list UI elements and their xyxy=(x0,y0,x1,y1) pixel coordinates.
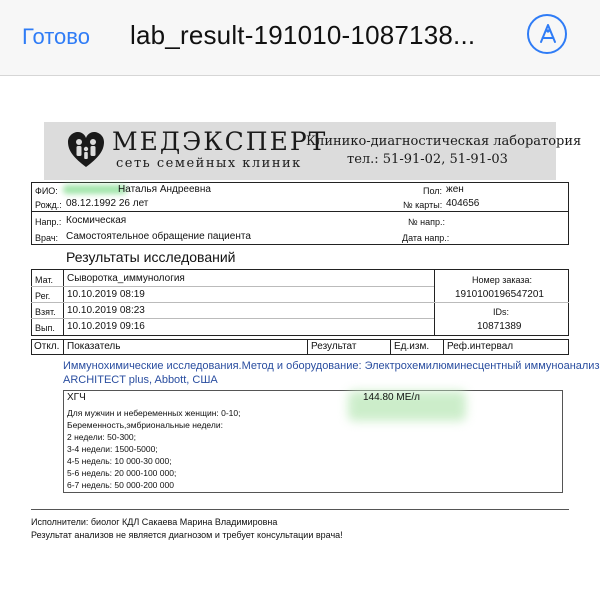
family-heart-logo-icon xyxy=(66,130,106,170)
reference-line: 4-5 недель: 10 000-30 000; xyxy=(67,456,172,466)
divider xyxy=(31,318,434,319)
reg-label: Рег. xyxy=(35,291,51,301)
brand-name: МЕДЭКСПЕРТ xyxy=(112,127,328,156)
test-result-value: 144.80 МЕ/л xyxy=(363,392,420,403)
disclaimer-line: Результат анализов не является диагнозом и требует консультации врача! xyxy=(31,530,343,540)
divider xyxy=(31,302,434,303)
sex-value: жен xyxy=(446,184,464,195)
col-otkl: Откл. xyxy=(34,341,60,352)
order-value: 1910100196547201 xyxy=(455,289,544,300)
footer-divider xyxy=(31,509,569,510)
divider xyxy=(63,339,64,355)
divider xyxy=(434,302,569,303)
col-ref: Реф.интервал xyxy=(447,341,514,352)
brand-subtitle: сеть семейных клиник xyxy=(116,156,302,171)
ids-value: 10871389 xyxy=(477,321,522,332)
reference-line: 5-6 недель: 20 000-100 000; xyxy=(67,468,177,478)
referral-label: Напр.: xyxy=(35,217,62,227)
mat-value: Сыворотка_иммунология xyxy=(67,273,185,284)
col-indicator: Показатель xyxy=(67,341,121,352)
card-value: 404656 xyxy=(446,198,480,209)
reference-line: 2 недели: 50-300; xyxy=(67,432,136,442)
ref-date-label: Дата напр.: xyxy=(402,233,450,243)
reg-value: 10.10.2019 08:19 xyxy=(67,289,145,300)
lab-phones: тел.: 51-91-02, 51-91-03 xyxy=(347,152,508,167)
lab-name: Клинико-диагностическая лаборатория xyxy=(306,134,582,149)
doctor-value: Самостоятельное обращение пациента xyxy=(66,231,251,242)
divider xyxy=(307,339,308,355)
divider xyxy=(390,339,391,355)
issued-label: Вып. xyxy=(35,323,55,333)
reference-line: Для мужчин и небеременных женщин: 0-10; xyxy=(67,408,241,418)
issued-value: 10.10.2019 09:16 xyxy=(67,321,145,332)
referral-value: Космическая xyxy=(66,215,127,226)
markup-pen-icon xyxy=(536,22,560,48)
ids-label: IDs: xyxy=(493,307,510,317)
fio-label: ФИО: xyxy=(35,186,58,196)
fio-value: Наталья Андреевна xyxy=(118,184,211,195)
divider xyxy=(31,211,569,212)
mat-label: Мат. xyxy=(35,275,54,285)
method-description: Иммунохимические исследования.Метод и оборудование: Электрохемилюминесцентный иммуноанализ xyxy=(63,360,600,372)
document-title: lab_result-191010-1087138... xyxy=(130,20,476,50)
birth-label: Рожд.: xyxy=(35,200,62,210)
col-unit: Ед.изм. xyxy=(394,341,430,352)
markup-button[interactable] xyxy=(527,14,567,54)
test-name: ХГЧ xyxy=(67,392,86,403)
doctor-label: Врач: xyxy=(35,233,59,243)
divider xyxy=(31,286,434,287)
reference-line: Беременность,эмбриональные недели: xyxy=(67,420,223,430)
birth-value: 08.12.1992 26 лет xyxy=(66,198,149,209)
ref-no-label: № напр.: xyxy=(408,217,446,227)
navigation-bar xyxy=(0,0,600,76)
clinic-banner xyxy=(44,122,582,180)
performer-line: Исполнители: биолог КДЛ Сакаева Марина Владимировна xyxy=(31,517,278,527)
results-title: Результаты исследований xyxy=(66,249,236,265)
divider xyxy=(443,339,444,355)
reference-line: 3-4 недели: 1500-5000; xyxy=(67,444,158,454)
reference-line: 6-7 недель: 50 000-200 000 xyxy=(67,480,174,490)
done-button[interactable]: Готово xyxy=(22,24,90,49)
sex-label: Пол: xyxy=(423,186,443,196)
taken-value: 10.10.2019 08:23 xyxy=(67,305,145,316)
method-equipment: ARCHITECT plus, Abbott, США xyxy=(63,374,218,386)
lab-result-document[interactable] xyxy=(0,77,600,605)
order-label: Номер заказа: xyxy=(472,275,533,285)
col-result: Результат xyxy=(311,341,357,352)
taken-label: Взят. xyxy=(35,307,56,317)
card-label: № карты: xyxy=(403,200,443,210)
